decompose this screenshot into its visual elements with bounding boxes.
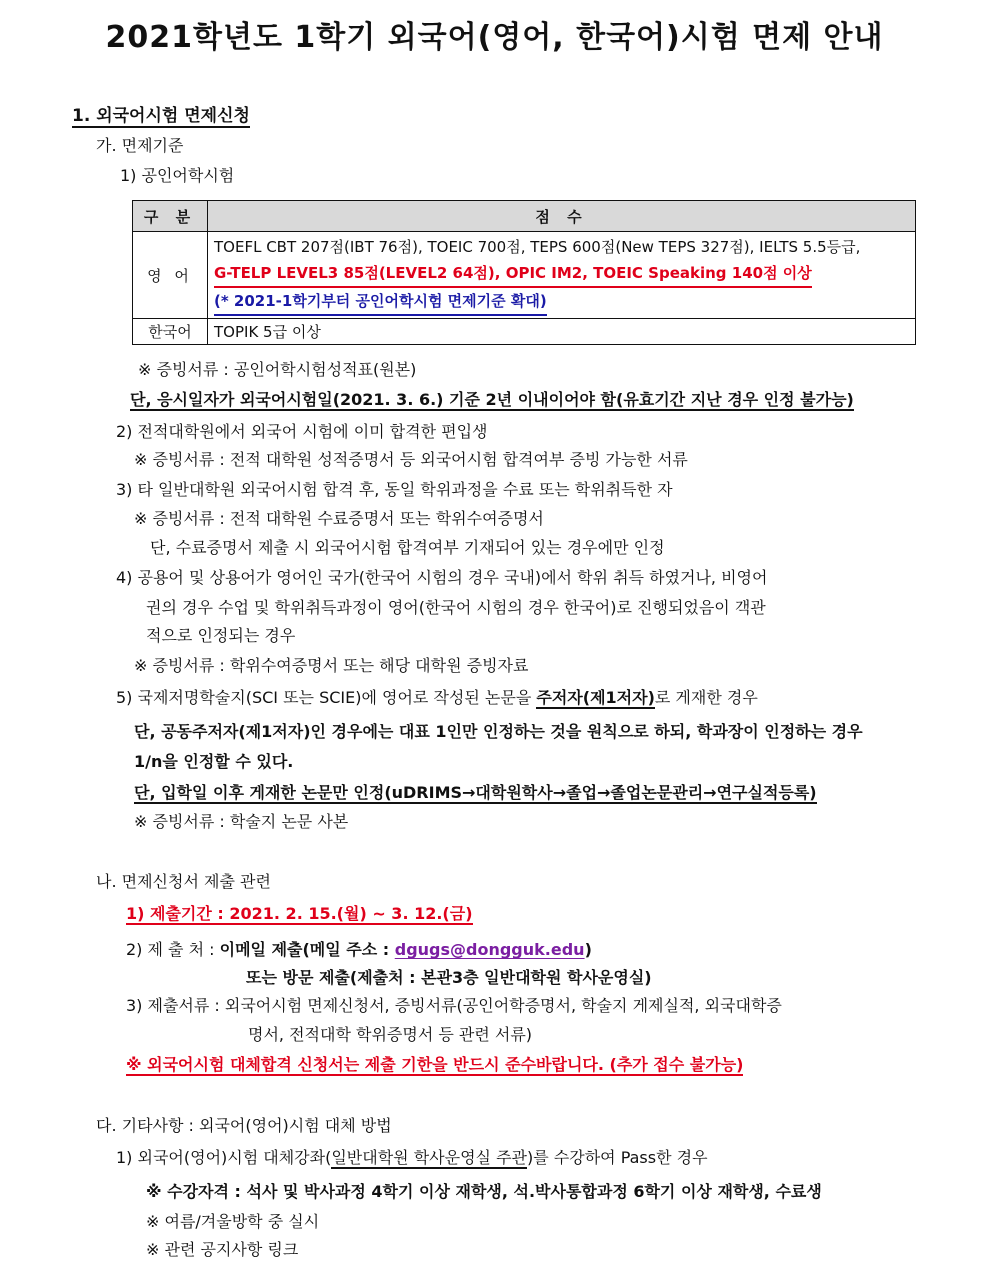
item3: 3) 타 일반대학원 외국어시험 합격 후, 동일 학위과정을 수료 또는 학위취득한 자 — [116, 480, 673, 499]
submission-visit: 또는 방문 제출(제출처 : 본관3층 일반대학원 학사운영실) — [246, 968, 652, 987]
korean-label: 한국어 — [133, 319, 208, 345]
table-header-category: 구 분 — [133, 201, 208, 232]
english-line1: TOEFL CBT 207점(IBT 76점), TOEIC 700점, TEPS 600점(New TEPS 327점), IELTS 5.5등급, — [214, 238, 861, 256]
note2: ※ 증빙서류 : 전적 대학원 성적증명서 등 외국어시험 합격여부 증빙 가능한 서류 — [134, 450, 688, 469]
submission-place: 2) 제 출 처 : 이메일 제출(메일 주소 : dgugs@dongguk.edu) — [126, 940, 592, 959]
item5: 5) 국제저명학술지(SCI 또는 SCIE)에 영어로 작성된 논문을 주저자(제1저자)로 게재한 경우 — [116, 688, 758, 707]
docs-line2: 명서, 전적대학 학위증명서 등 관련 서류) — [248, 1025, 533, 1044]
note5c: ※ 증빙서류 : 학술지 논문 사본 — [134, 812, 349, 831]
submission-period: 1) 제출기간 : 2021. 2. 15.(월) ~ 3. 12.(금) — [126, 904, 473, 923]
section1-heading: 1. 외국어시험 면제신청 — [72, 106, 250, 126]
note3: ※ 증빙서류 : 전적 대학원 수료증명서 또는 학위수여증명서 — [134, 509, 544, 528]
email-link[interactable]: dgugs@dongguk.edu — [394, 940, 585, 959]
da-note3[interactable]: ※ 관련 공지사항 링크 — [146, 1240, 299, 1259]
korean-score-cell: TOPIK 5급 이상 — [208, 319, 916, 345]
da-note2: ※ 여름/겨울방학 중 실시 — [146, 1212, 320, 1231]
note5b: 단, 입학일 이후 게재한 논문만 인정(uDRIMS→대학원학사→졸업→졸업논문관리→연구실적등록) — [134, 783, 817, 802]
english-line2: G-TELP LEVEL3 85점(LEVEL2 64점), OPIC IM2, TOEIC Speaking 140점 이상 — [214, 260, 909, 288]
da-note1: ※ 수강자격 : 석사 및 박사과정 4학기 이상 재학생, 석.박사통합과정 6학기 이상 재학생, 수료생 — [146, 1182, 822, 1201]
page-title: 2021학년도 1학기 외국어(영어, 한국어)시험 면제 안내 — [105, 20, 884, 55]
score-table — [132, 200, 916, 345]
deadline-warning: ※ 외국어시험 대체합격 신청서는 제출 기한을 반드시 준수바랍니다. (추가 접수 불가능) — [126, 1055, 744, 1074]
section-na-heading: 나. 면제신청서 제출 관련 — [96, 872, 271, 891]
note4: ※ 증빙서류 : 학위수여증명서 또는 해당 대학원 증빙자료 — [134, 656, 529, 675]
item4-line1: 4) 공용어 및 상용어가 영어인 국가(한국어 시험의 경우 국내)에서 학위 취득 하였거나, 비영어 — [116, 568, 768, 587]
item1-official-test: 1) 공인어학시험 — [120, 166, 235, 185]
section-da-heading: 다. 기타사항 : 외국어(영어)시험 대체 방법 — [96, 1116, 392, 1135]
docs-line1: 3) 제출서류 : 외국어시험 면제신청서, 증빙서류(공인어학증명서, 학술지 게제실적, 외국대학증 — [126, 996, 782, 1015]
note1: ※ 증빙서류 : 공인어학시험성적표(원본) — [138, 360, 417, 379]
note1-validity: 단, 응시일자가 외국어시험일(2021. 3. 6.) 기준 2년 이내이어야 함(유효기간 지난 경우 인정 불가능) — [130, 390, 854, 409]
table-header-score: 점 수 — [208, 201, 916, 232]
note5a-line1: 단, 공동주저자(제1저자)인 경우에는 대표 1인만 인정하는 것을 원칙으로 하되, 학과장이 인정하는 경우 — [134, 722, 863, 741]
english-label: 영 어 — [133, 232, 208, 319]
note3-condition: 단, 수료증명서 제출 시 외국어시험 합격여부 기재되어 있는 경우에만 인정 — [150, 538, 665, 557]
item4-line3: 적으로 인정되는 경우 — [146, 626, 296, 645]
da-item1: 1) 외국어(영어)시험 대체강좌(일반대학원 학사운영실 주관)를 수강하여 Pass한 경우 — [116, 1148, 708, 1167]
english-line3: (* 2021-1학기부터 공인어학시험 면제기준 확대) — [214, 288, 909, 316]
note5a-line2: 1/n을 인정할 수 있다. — [134, 752, 294, 771]
item4-line2: 권의 경우 수업 및 학위취득과정이 영어(한국어 시험의 경우 한국어)로 진행되었음이 객관 — [146, 598, 766, 617]
english-score-cell — [208, 232, 916, 319]
item2: 2) 전적대학원에서 외국어 시험에 이미 합격한 편입생 — [116, 422, 488, 441]
section-ga-heading: 가. 면제기준 — [96, 136, 184, 155]
